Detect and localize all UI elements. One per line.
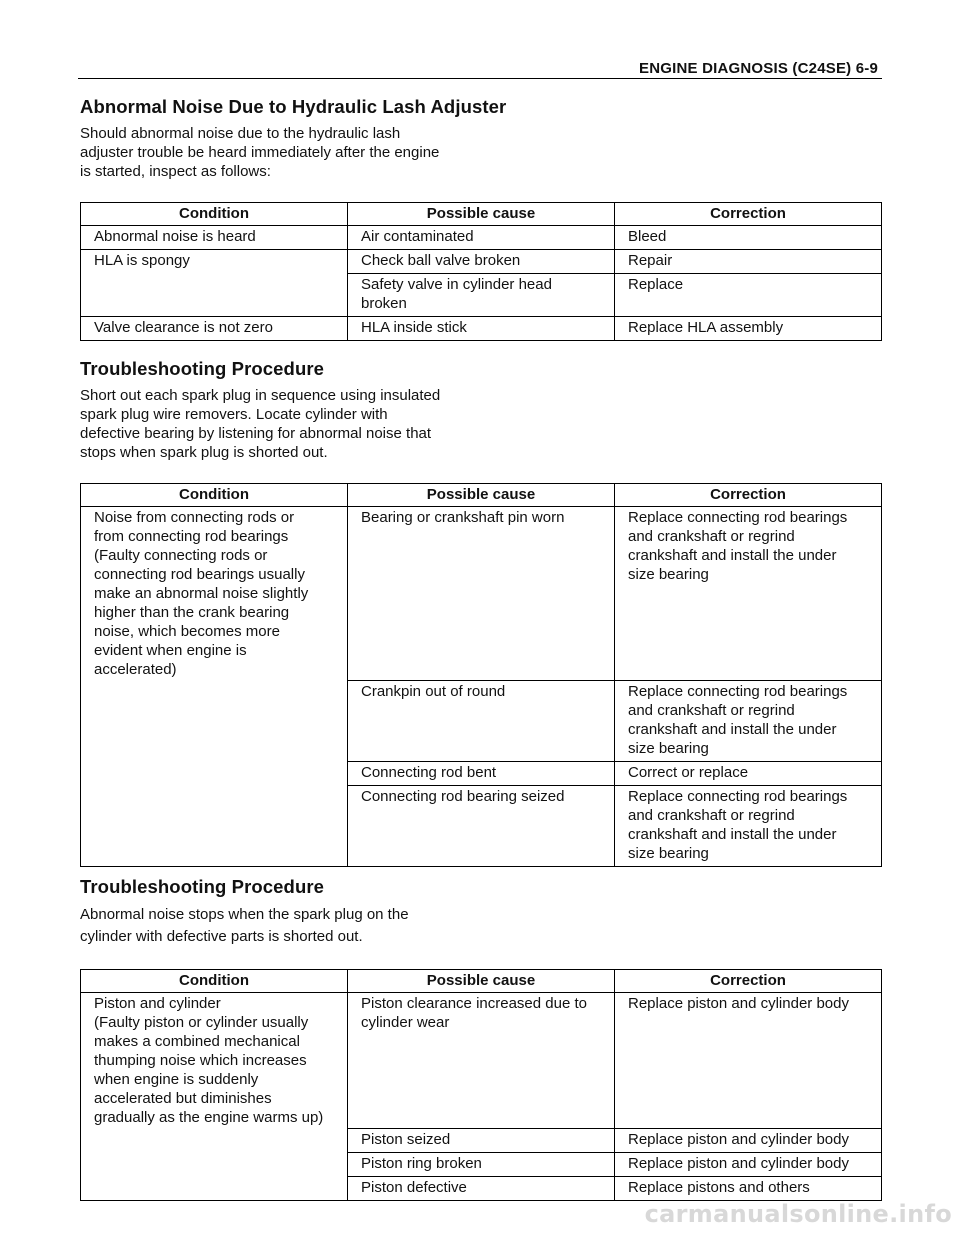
correction-line: and crankshaft or regrind	[628, 702, 795, 719]
header-condition: Condition	[81, 970, 348, 993]
header-cause: Possible cause	[348, 484, 615, 507]
intro-line: cylinder with defective parts is shorted out.	[80, 928, 363, 945]
watermark: carmanualsonline.info	[644, 1200, 952, 1228]
correction-line: and crankshaft or regrind	[628, 807, 795, 824]
correction-cell: Repair	[615, 250, 882, 274]
intro-line: Should abnormal noise due to the hydraulic lash	[80, 125, 401, 142]
correction-line: and crankshaft or regrind	[628, 528, 795, 545]
table-row	[81, 250, 882, 274]
condition-line: connecting rod bearings usually	[94, 566, 305, 583]
intro-line: stops when spark plug is shorted out.	[80, 444, 328, 461]
condition-line: when engine is suddenly	[94, 1071, 259, 1088]
correction-cell	[615, 681, 882, 762]
correction-line: Correct or replace	[628, 764, 749, 781]
correction-line: crankshaft and install the under	[628, 547, 837, 564]
header-cause: Possible cause	[348, 970, 615, 993]
intro-line: adjuster trouble be heard immediately after the engine	[80, 144, 440, 161]
cause-line: cylinder wear	[361, 1014, 450, 1031]
correction-cell: Replace piston and cylinder body	[615, 1153, 882, 1177]
intro-line: Abnormal noise stops when the spark plug on the	[80, 906, 409, 923]
rod-bearing-table	[80, 483, 882, 867]
cause-cell	[348, 274, 615, 317]
header-condition: Condition	[81, 484, 348, 507]
correction-cell: Replace piston and cylinder body	[615, 1129, 882, 1153]
condition-line: gradually as the engine warms up)	[94, 1109, 324, 1126]
cause-text: Safety valve in cylinder head broken	[361, 276, 552, 312]
table-header-row	[81, 970, 882, 993]
section-intro	[80, 904, 881, 948]
page-header-title: ENGINE DIAGNOSIS (C24SE) 6-9	[639, 60, 878, 77]
correction-cell	[615, 507, 882, 681]
section-title: Troubleshooting Procedure	[80, 876, 325, 897]
condition-line: accelerated but diminishes	[94, 1090, 272, 1107]
header-cause: Possible cause	[348, 203, 615, 226]
condition-line: thumping noise which increases	[94, 1052, 307, 1069]
intro-line: spark plug wire removers. Locate cylinder with	[80, 406, 388, 423]
condition-cell	[81, 507, 348, 867]
condition-cell: Valve clearance is not zero	[81, 317, 348, 341]
table-header-row	[81, 203, 882, 226]
correction-line: Replace connecting rod bearings	[628, 509, 848, 526]
table-row	[81, 317, 882, 341]
correction-cell	[615, 762, 882, 786]
correction-line: crankshaft and install the under	[628, 721, 837, 738]
condition-line: makes a combined mechanical	[94, 1033, 300, 1050]
condition-line: from connecting rod bearings	[94, 528, 289, 545]
header-correction: Correction	[615, 970, 882, 993]
condition-line: make an abnormal noise slightly	[94, 585, 309, 602]
cause-cell: Connecting rod bearing seized	[348, 786, 615, 867]
section-title: Troubleshooting Procedure	[80, 358, 325, 379]
condition-line: higher than the crank bearing	[94, 604, 290, 621]
correction-cell	[615, 786, 882, 867]
cause-line: Piston clearance increased due to	[361, 995, 587, 1012]
cause-cell: Piston ring broken	[348, 1153, 615, 1177]
header-condition: Condition	[81, 203, 348, 226]
section-title: Abnormal Noise Due to Hydraulic Lash Adjuster	[80, 96, 507, 117]
cause-cell	[348, 993, 615, 1129]
correction-line: size bearing	[628, 845, 709, 862]
intro-line: is started, inspect as follows:	[80, 163, 271, 180]
cause-cell: Piston seized	[348, 1129, 615, 1153]
header-correction: Correction	[615, 484, 882, 507]
table-header-row	[81, 484, 882, 507]
correction-cell: Bleed	[615, 226, 882, 250]
correction-line: Replace connecting rod bearings	[628, 683, 848, 700]
correction-line: size bearing	[628, 566, 709, 583]
hla-table	[80, 202, 882, 341]
cause-cell: HLA inside stick	[348, 317, 615, 341]
condition-line: accelerated)	[94, 661, 177, 678]
condition-line: evident when engine is	[94, 642, 247, 659]
intro-line: Short out each spark plug in sequence using insulated	[80, 387, 441, 404]
correction-cell: Replace HLA assembly	[615, 317, 882, 341]
table-row	[81, 993, 882, 1129]
correction-cell: Replace pistons and others	[615, 1177, 882, 1201]
piston-table	[80, 969, 882, 1201]
table-row	[81, 226, 882, 250]
header-correction: Correction	[615, 203, 882, 226]
condition-cell: Abnormal noise is heard	[81, 226, 348, 250]
cause-cell: Connecting rod bent	[348, 762, 615, 786]
condition-line: noise, which becomes more	[94, 623, 280, 640]
condition-line: (Faulty piston or cylinder usually	[94, 1014, 309, 1031]
correction-line: size bearing	[628, 740, 709, 757]
section-intro	[80, 386, 881, 462]
condition-line: Noise from connecting rods or	[94, 509, 295, 526]
cause-cell: Air contaminated	[348, 226, 615, 250]
correction-line: Replace connecting rod bearings	[628, 788, 848, 805]
header-rule	[78, 78, 882, 79]
section-rod-bearing	[80, 358, 881, 867]
condition-cell	[81, 993, 348, 1201]
cause-cell: Bearing or crankshaft pin worn	[348, 507, 615, 681]
cause-cell: Piston defective	[348, 1177, 615, 1201]
condition-line: (Faulty connecting rods or	[94, 547, 268, 564]
correction-cell: Replace piston and cylinder body	[615, 993, 882, 1129]
correction-line: crankshaft and install the under	[628, 826, 837, 843]
section-intro	[80, 124, 881, 181]
section-hla	[80, 96, 881, 341]
condition-line: Piston and cylinder	[94, 995, 221, 1012]
intro-line: defective bearing by listening for abnormal noise that	[80, 425, 432, 442]
correction-cell: Replace	[615, 274, 882, 317]
section-piston	[80, 876, 881, 1201]
table-row	[81, 507, 882, 681]
cause-cell: Crankpin out of round	[348, 681, 615, 762]
condition-cell: HLA is spongy	[81, 250, 348, 317]
cause-cell: Check ball valve broken	[348, 250, 615, 274]
